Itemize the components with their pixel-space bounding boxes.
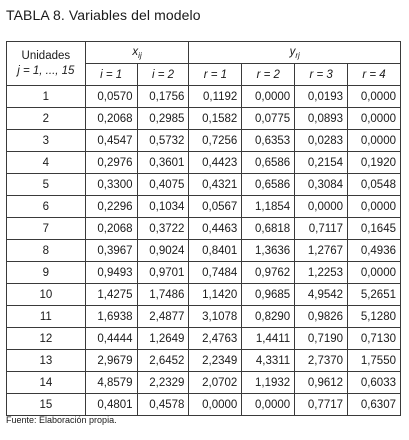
table-row <box>7 350 401 372</box>
table-row <box>7 284 401 306</box>
value-cell: 2,2329 <box>137 372 189 394</box>
y-group-header <box>189 42 401 64</box>
value-cell: 0,4801 <box>85 394 137 416</box>
value-cell: 4,9542 <box>295 284 348 306</box>
value-cell: 0,9612 <box>295 372 348 394</box>
value-cell: 0,2976 <box>85 152 137 174</box>
unit-cell: 4 <box>7 152 86 174</box>
value-cell: 0,5732 <box>137 130 189 152</box>
value-cell: 1,4275 <box>85 284 137 306</box>
value-cell: 0,0000 <box>348 262 401 284</box>
value-cell: 0,1920 <box>348 152 401 174</box>
value-cell: 0,1192 <box>189 86 242 108</box>
unit-cell: 10 <box>7 284 86 306</box>
value-cell: 0,0893 <box>295 108 348 130</box>
value-cell: 0,1582 <box>189 108 242 130</box>
value-cell: 0,4321 <box>189 174 242 196</box>
value-cell: 1,7550 <box>348 350 401 372</box>
value-cell: 0,7256 <box>189 130 242 152</box>
value-cell: 0,0000 <box>189 394 242 416</box>
unit-cell: 13 <box>7 350 86 372</box>
unit-cell: 3 <box>7 130 86 152</box>
value-cell: 1,3636 <box>242 240 295 262</box>
col-header: r = 1 <box>189 64 242 86</box>
value-cell: 0,4936 <box>348 240 401 262</box>
value-cell: 5,1280 <box>348 306 401 328</box>
col-header: r = 3 <box>295 64 348 86</box>
value-cell: 2,4763 <box>189 328 242 350</box>
unit-cell: 8 <box>7 240 86 262</box>
table-row <box>7 240 401 262</box>
value-cell: 0,0570 <box>85 86 137 108</box>
value-cell: 0,6307 <box>348 394 401 416</box>
table-row <box>7 130 401 152</box>
value-cell: 1,4411 <box>242 328 295 350</box>
table-row <box>7 372 401 394</box>
value-cell: 0,0567 <box>189 196 242 218</box>
value-cell: 5,2651 <box>348 284 401 306</box>
value-cell: 0,0775 <box>242 108 295 130</box>
value-cell: 0,6353 <box>242 130 295 152</box>
value-cell: 0,0283 <box>295 130 348 152</box>
value-cell: 0,0000 <box>295 196 348 218</box>
table-body <box>7 86 401 416</box>
value-cell: 0,4075 <box>137 174 189 196</box>
value-cell: 0,3967 <box>85 240 137 262</box>
value-cell: 0,1756 <box>137 86 189 108</box>
value-cell: 0,3300 <box>85 174 137 196</box>
value-cell: 0,4463 <box>189 218 242 240</box>
value-cell: 0,1645 <box>348 218 401 240</box>
x-var: x <box>132 45 139 58</box>
value-cell: 0,2068 <box>85 218 137 240</box>
unit-cell: 6 <box>7 196 86 218</box>
value-cell: 4,8579 <box>85 372 137 394</box>
value-cell: 1,1854 <box>242 196 295 218</box>
value-cell: 0,0000 <box>348 130 401 152</box>
value-cell: 0,7117 <box>295 218 348 240</box>
value-cell: 0,3084 <box>295 174 348 196</box>
value-cell: 0,7717 <box>295 394 348 416</box>
value-cell: 0,0000 <box>242 394 295 416</box>
value-cell: 0,9024 <box>137 240 189 262</box>
table-row <box>7 196 401 218</box>
unit-cell: 15 <box>7 394 86 416</box>
value-cell: 0,6586 <box>242 152 295 174</box>
units-header-line2: j = 1, ..., 15 <box>17 64 75 77</box>
value-cell: 0,2068 <box>85 108 137 130</box>
value-cell: 1,1932 <box>242 372 295 394</box>
value-cell: 0,0000 <box>348 108 401 130</box>
value-cell: 0,0548 <box>348 174 401 196</box>
value-cell: 0,0193 <box>295 86 348 108</box>
value-cell: 2,2349 <box>189 350 242 372</box>
value-cell: 2,4877 <box>137 306 189 328</box>
value-cell: 2,7370 <box>295 350 348 372</box>
value-cell: 0,4444 <box>85 328 137 350</box>
value-cell: 0,9493 <box>85 262 137 284</box>
table-row <box>7 86 401 108</box>
table-row <box>7 262 401 284</box>
table-row <box>7 218 401 240</box>
value-cell: 3,1078 <box>189 306 242 328</box>
value-cell: 0,9826 <box>295 306 348 328</box>
y-var: y <box>289 45 296 58</box>
value-cell: 0,4547 <box>85 130 137 152</box>
source-note: Fuente: Elaboración propia. <box>6 415 117 425</box>
col-header: i = 1 <box>85 64 137 86</box>
value-cell: 1,2649 <box>137 328 189 350</box>
value-cell: 0,2985 <box>137 108 189 130</box>
value-cell: 0,6586 <box>242 174 295 196</box>
unit-cell: 1 <box>7 86 86 108</box>
y-sub: rj <box>295 50 300 60</box>
value-cell: 0,0000 <box>348 196 401 218</box>
value-cell: 0,9701 <box>137 262 189 284</box>
unit-cell: 5 <box>7 174 86 196</box>
unit-cell: 2 <box>7 108 86 130</box>
table-row <box>7 108 401 130</box>
value-cell: 2,6452 <box>137 350 189 372</box>
unit-cell: 14 <box>7 372 86 394</box>
unit-cell: 9 <box>7 262 86 284</box>
value-cell: 0,7484 <box>189 262 242 284</box>
value-cell: 0,9762 <box>242 262 295 284</box>
col-header: r = 2 <box>242 64 295 86</box>
value-cell: 2,9679 <box>85 350 137 372</box>
col-header: i = 2 <box>137 64 189 86</box>
x-group-header <box>85 42 189 64</box>
table-row <box>7 306 401 328</box>
value-cell: 0,9685 <box>242 284 295 306</box>
value-cell: 0,3601 <box>137 152 189 174</box>
value-cell: 0,6033 <box>348 372 401 394</box>
value-cell: 0,7190 <box>295 328 348 350</box>
value-cell: 0,1034 <box>137 196 189 218</box>
value-cell: 0,4578 <box>137 394 189 416</box>
value-cell: 1,6938 <box>85 306 137 328</box>
unit-cell: 12 <box>7 328 86 350</box>
value-cell: 4,3311 <box>242 350 295 372</box>
variables-table <box>6 41 401 416</box>
value-cell: 0,4423 <box>189 152 242 174</box>
value-cell: 0,0000 <box>348 86 401 108</box>
value-cell: 0,8401 <box>189 240 242 262</box>
header-row-groups <box>7 42 401 64</box>
value-cell: 0,0000 <box>242 86 295 108</box>
unit-cell: 11 <box>7 306 86 328</box>
value-cell: 2,0702 <box>189 372 242 394</box>
value-cell: 0,6818 <box>242 218 295 240</box>
value-cell: 0,3722 <box>137 218 189 240</box>
table-title: TABLA 8. Variables del modelo <box>6 7 201 23</box>
value-cell: 1,2253 <box>295 262 348 284</box>
value-cell: 0,2154 <box>295 152 348 174</box>
value-cell: 0,2296 <box>85 196 137 218</box>
table-row <box>7 394 401 416</box>
units-header-line1: Unidades <box>21 49 71 62</box>
value-cell: 1,1420 <box>189 284 242 306</box>
value-cell: 0,7130 <box>348 328 401 350</box>
table-row <box>7 328 401 350</box>
units-header <box>7 42 86 86</box>
unit-cell: 7 <box>7 218 86 240</box>
col-header: r = 4 <box>348 64 401 86</box>
table-row <box>7 174 401 196</box>
value-cell: 1,2767 <box>295 240 348 262</box>
table-row <box>7 152 401 174</box>
value-cell: 1,7486 <box>137 284 189 306</box>
x-sub: ij <box>138 50 142 60</box>
value-cell: 0,8290 <box>242 306 295 328</box>
